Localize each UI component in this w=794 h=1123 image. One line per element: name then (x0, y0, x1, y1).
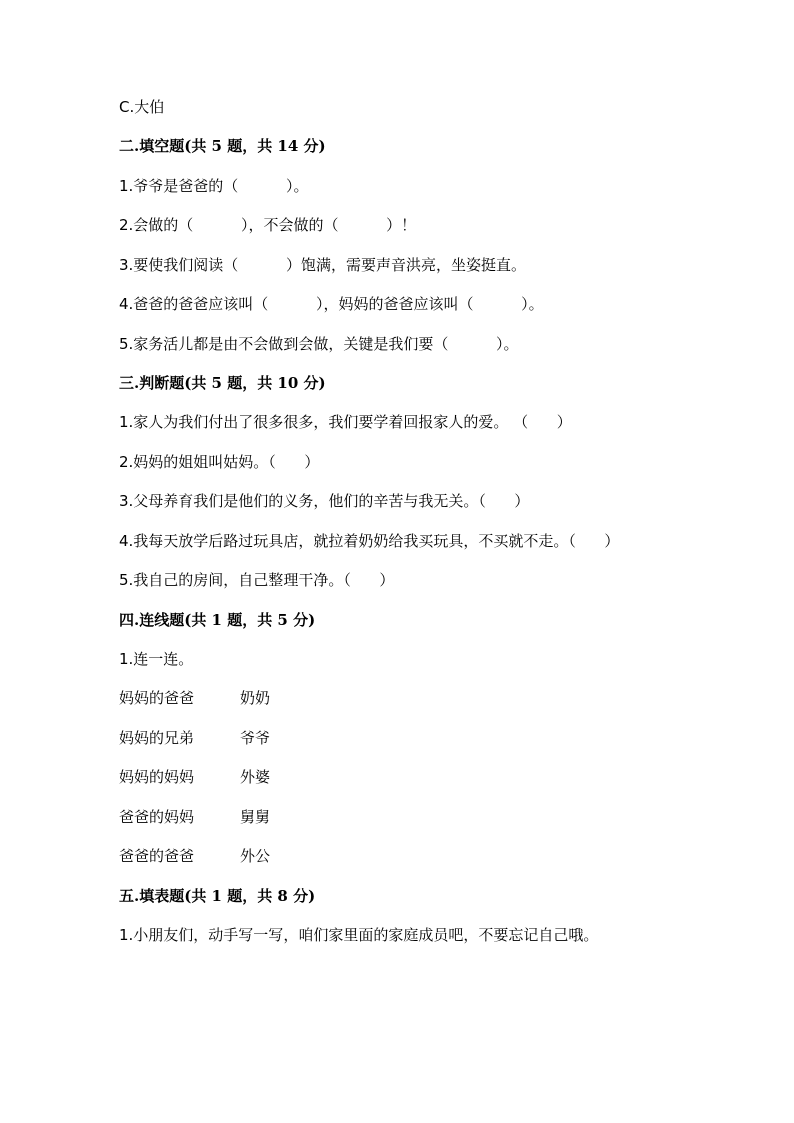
judge-item-2: 2.妈妈的姐姐叫姑妈。（ ） (119, 453, 320, 471)
match-left-3: 妈妈的妈妈 (119, 768, 195, 786)
fill-blank-item-5: 5.家务活儿都是由不会做到会做，关键是我们要（ ）。 (119, 335, 519, 353)
section-2-heading: 二.填空题(共 5 题，共 14 分) (119, 137, 326, 155)
fill-blank-item-4: 4.爸爸的爸爸应该叫（ ），妈妈的爸爸应该叫（ ）。 (119, 295, 544, 313)
match-left-4: 爸爸的妈妈 (119, 808, 195, 826)
table-question: 1.小朋友们，动手写一写，咱们家里面的家庭成员吧，不要忘记自己哦。 (119, 926, 599, 944)
match-right-4: 舅舅 (240, 808, 271, 826)
match-right-5: 外公 (240, 847, 271, 865)
judge-item-5: 5.我自己的房间，自己整理干净。（ ） (119, 571, 395, 589)
match-right-2: 爷爷 (240, 729, 271, 747)
judge-item-1: 1.家人为我们付出了很多很多，我们要学着回报家人的爱。 （ ） (119, 413, 572, 431)
match-left-5: 爸爸的爸爸 (119, 847, 195, 865)
judge-item-4: 4.我每天放学后路过玩具店，就拉着奶奶给我买玩具，不买就不走。（ ） (119, 532, 620, 550)
match-left-2: 妈妈的兄弟 (119, 729, 195, 747)
judge-item-3: 3.父母养育我们是他们的义务，他们的辛苦与我无关。（ ） (119, 492, 530, 510)
section-3-heading: 三.判断题(共 5 题，共 10 分) (119, 374, 326, 392)
fill-blank-item-3: 3.要使我们阅读（ ）饱满，需要声音洪亮，坐姿挺直。 (119, 256, 526, 274)
option-c: C.大伯 (119, 98, 165, 116)
match-left-1: 妈妈的爸爸 (119, 689, 195, 707)
match-right-3: 外婆 (240, 768, 271, 786)
section-5-heading: 五.填表题(共 1 题，共 8 分) (119, 887, 316, 905)
match-question: 1.连一连。 (119, 650, 194, 668)
section-4-heading: 四.连线题(共 1 题，共 5 分) (119, 611, 316, 629)
fill-blank-item-1: 1.爷爷是爸爸的（ ）。 (119, 177, 309, 195)
fill-blank-item-2: 2.会做的（ ），不会做的（ ）！ (119, 216, 417, 234)
match-right-1: 奶奶 (240, 689, 271, 707)
